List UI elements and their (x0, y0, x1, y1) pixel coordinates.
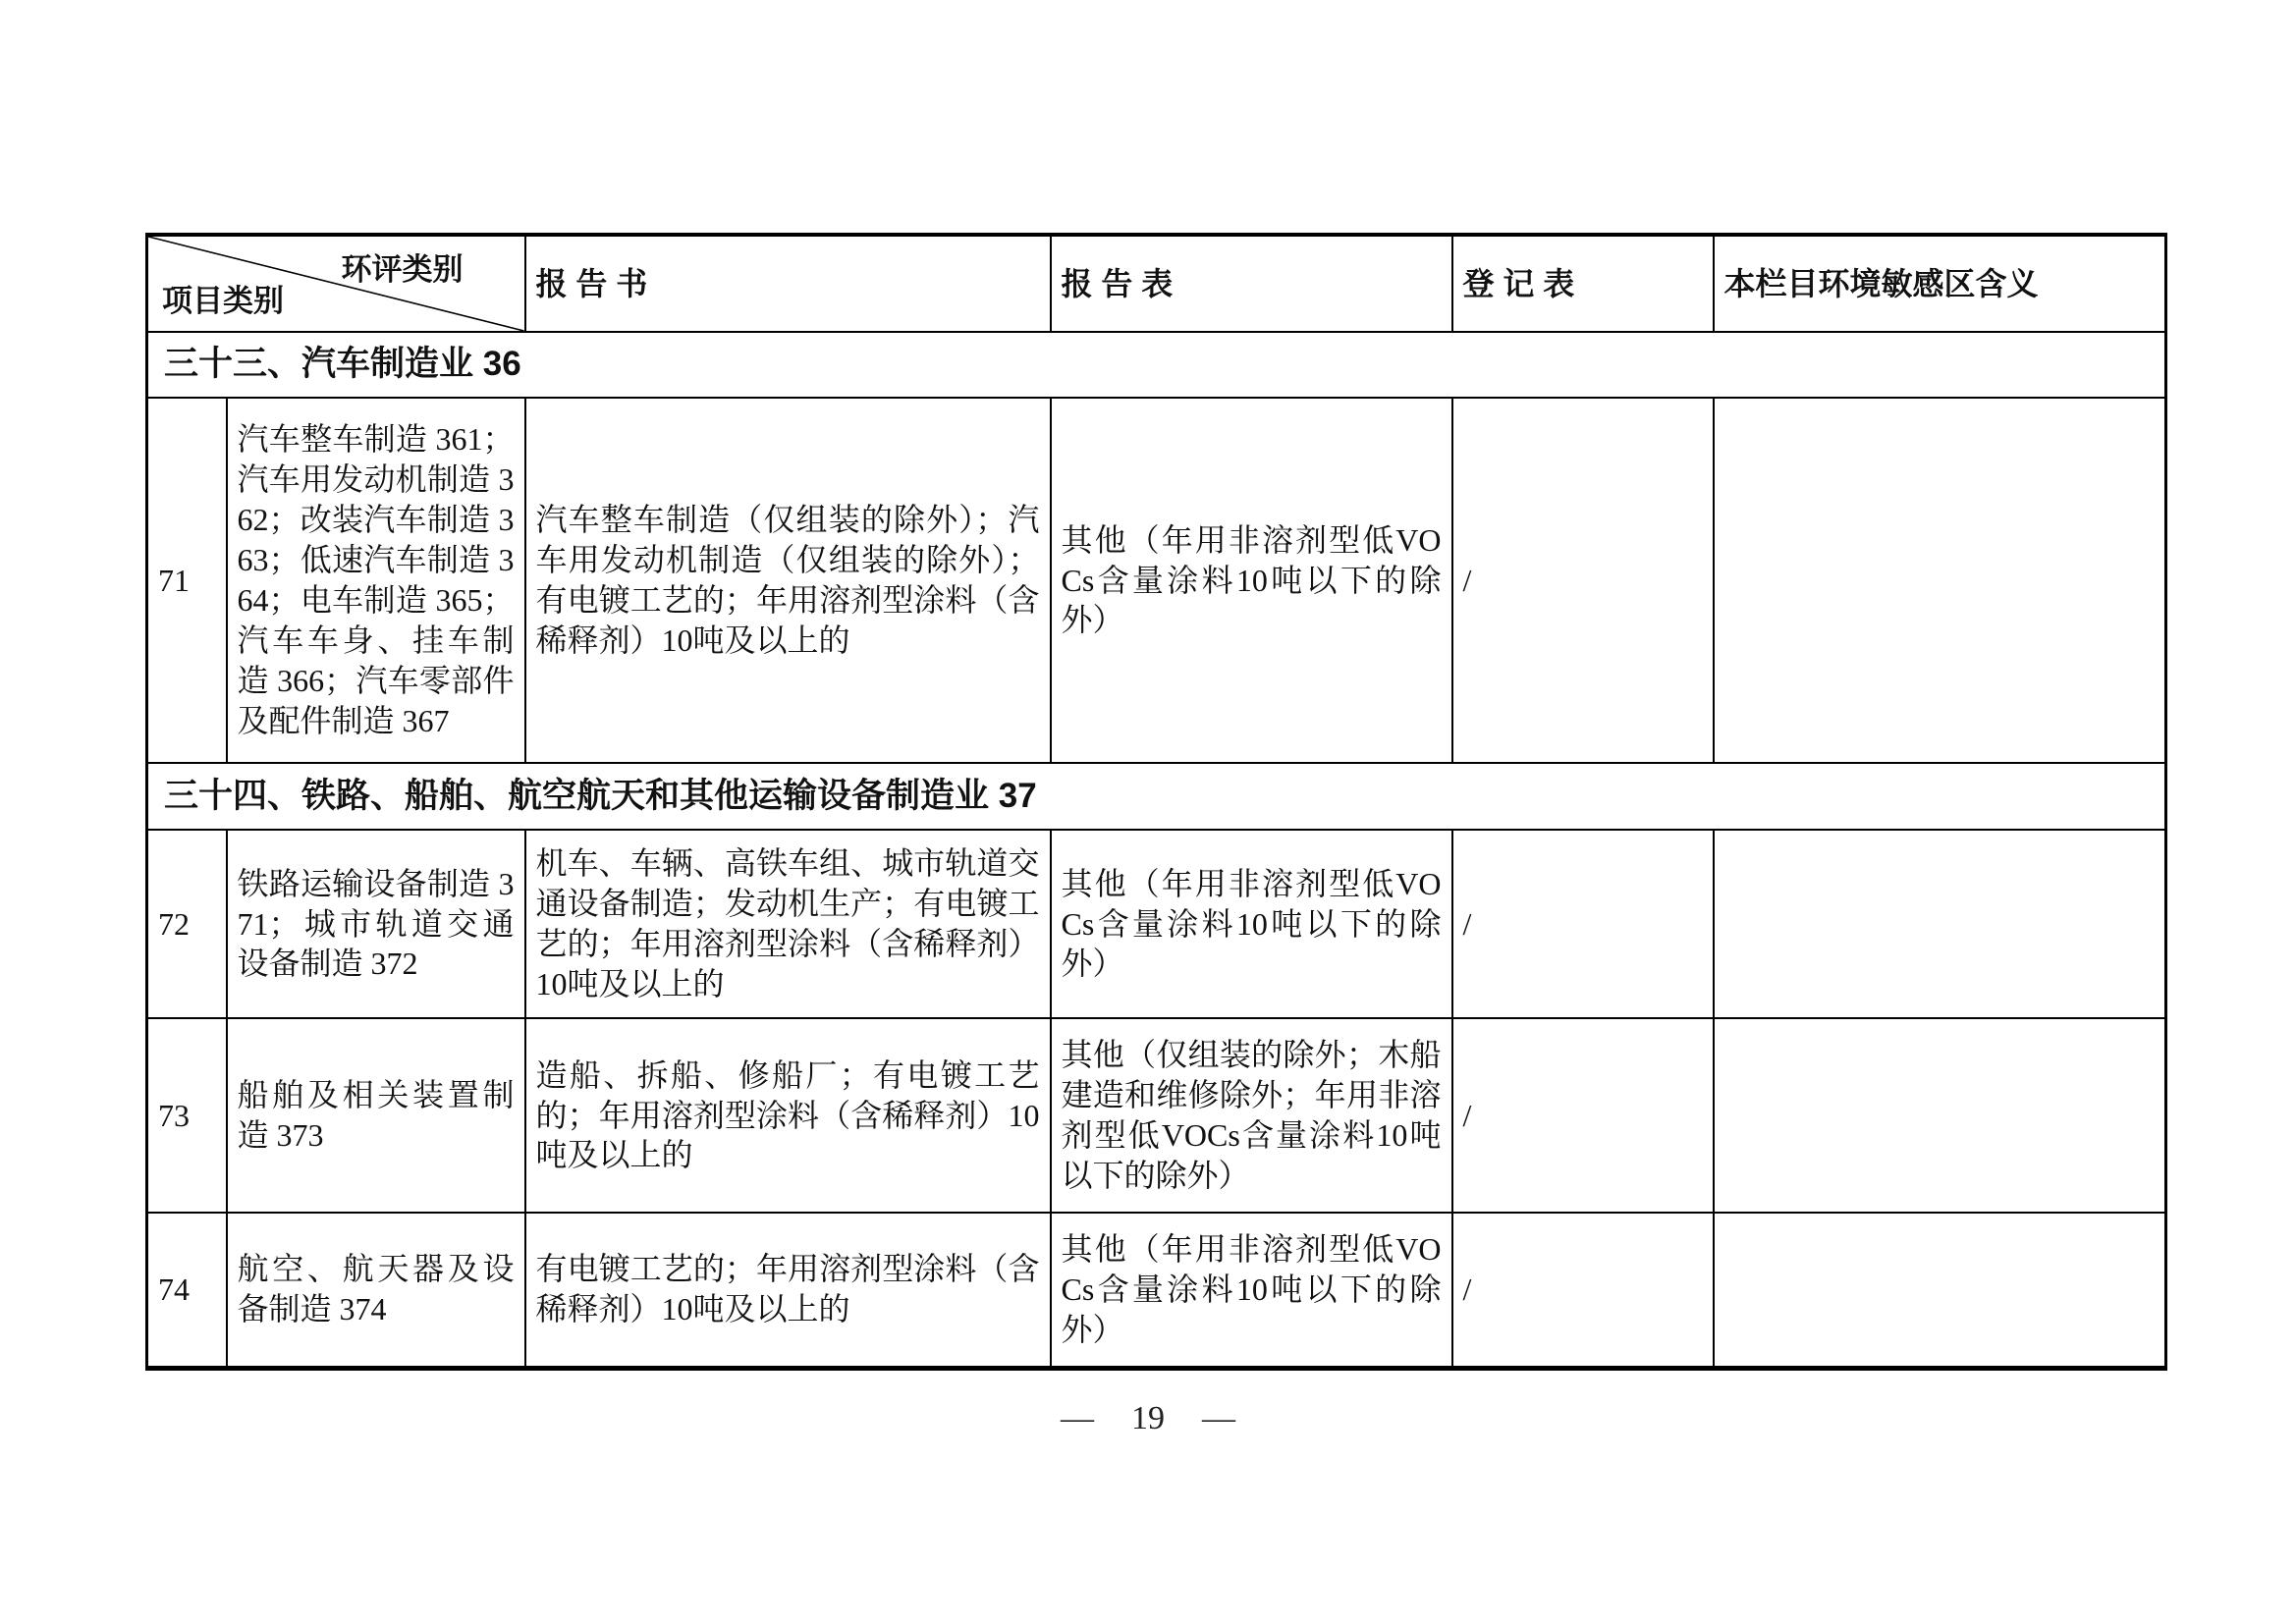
row-71-report-form: 其他（年用非溶剂型低VOCs含量涂料10吨以下的除外） (1051, 398, 1452, 763)
row-72-category: 铁路运输设备制造 371；城市轨道交通设备制造 372 (227, 830, 525, 1018)
header-sensitive-area-meaning: 本栏目环境敏感区含义 (1714, 235, 2166, 332)
row-73-report-book: 造船、拆船、修船厂；有电镀工艺的；年用溶剂型涂料（含稀释剂）10吨及以上的 (525, 1018, 1051, 1213)
row-73-report-form: 其他（仅组装的除外；木船建造和维修除外；年用非溶剂型低VOCs含量涂料10吨以下的除外） (1051, 1018, 1452, 1213)
header-row (147, 235, 2166, 332)
header-eia-category-label: 环评类别 (341, 252, 464, 287)
section-row-rail-ship-aerospace (147, 763, 2166, 830)
row-71-category: 汽车整车制造 361；汽车用发动机制造 362；改装汽车制造 363；低速汽车制造 364；电车制造 365；汽车车身、挂车制造 366；汽车零部件及配件制造 367 (227, 398, 525, 763)
row-72-registration-form: / (1452, 830, 1714, 1018)
row-73-sensitive-area (1714, 1018, 2166, 1213)
section-row-auto-manufacturing (147, 332, 2166, 398)
row-73-registration-form: / (1452, 1018, 1714, 1213)
row-73-id: 73 (147, 1018, 227, 1213)
row-72-report-form: 其他（年用非溶剂型低VOCs含量涂料10吨以下的除外） (1051, 830, 1452, 1018)
row-71-report-book: 汽车整车制造（仅组装的除外）；汽车用发动机制造（仅组装的除外）；有电镀工艺的；年用溶剂型涂料（含稀释剂）10吨及以上的 (525, 398, 1051, 763)
row-71-id: 71 (147, 398, 227, 763)
header-project-category-label: 项目类别 (162, 284, 284, 319)
row-74-sensitive-area (1714, 1213, 2166, 1368)
section-title-rail-ship-aerospace: 三十四、铁路、船舶、航空航天和其他运输设备制造业 37 (147, 763, 2166, 830)
header-registration-form: 登 记 表 (1452, 235, 1714, 332)
row-72-id: 72 (147, 830, 227, 1018)
row-73-category: 船舶及相关装置制造 373 (227, 1018, 525, 1213)
table-row-73 (147, 1018, 2166, 1213)
section-title-auto-manufacturing: 三十三、汽车制造业 36 (147, 332, 2166, 398)
row-74-category: 航空、航天器及设备制造 374 (227, 1213, 525, 1368)
row-72-report-book: 机车、车辆、高铁车组、城市轨道交通设备制造；发动机生产；有电镀工艺的；年用溶剂型涂料（含稀释剂）10吨及以上的 (525, 830, 1051, 1018)
footer-left-dash: — (1061, 1400, 1094, 1436)
row-72-sensitive-area (1714, 830, 2166, 1018)
row-71-registration-form: / (1452, 398, 1714, 763)
eia-category-table (145, 233, 2167, 1371)
row-74-id: 74 (147, 1213, 227, 1368)
row-74-registration-form: / (1452, 1213, 1714, 1368)
table-row-72 (147, 830, 2166, 1018)
row-74-report-book: 有电镀工艺的；年用溶剂型涂料（含稀释剂）10吨及以上的 (525, 1213, 1051, 1368)
page-number: 19 (1131, 1400, 1165, 1436)
row-71-sensitive-area (1714, 398, 2166, 763)
footer-right-dash: — (1202, 1400, 1235, 1436)
diagonal-header-cell (147, 235, 525, 332)
table-row-71 (147, 398, 2166, 763)
row-74-report-form: 其他（年用非溶剂型低VOCs含量涂料10吨以下的除外） (1051, 1213, 1452, 1368)
header-report-book: 报 告 书 (525, 235, 1051, 332)
table-row-74 (147, 1213, 2166, 1368)
header-report-form: 报 告 表 (1051, 235, 1452, 332)
page-footer (0, 1400, 2296, 1437)
